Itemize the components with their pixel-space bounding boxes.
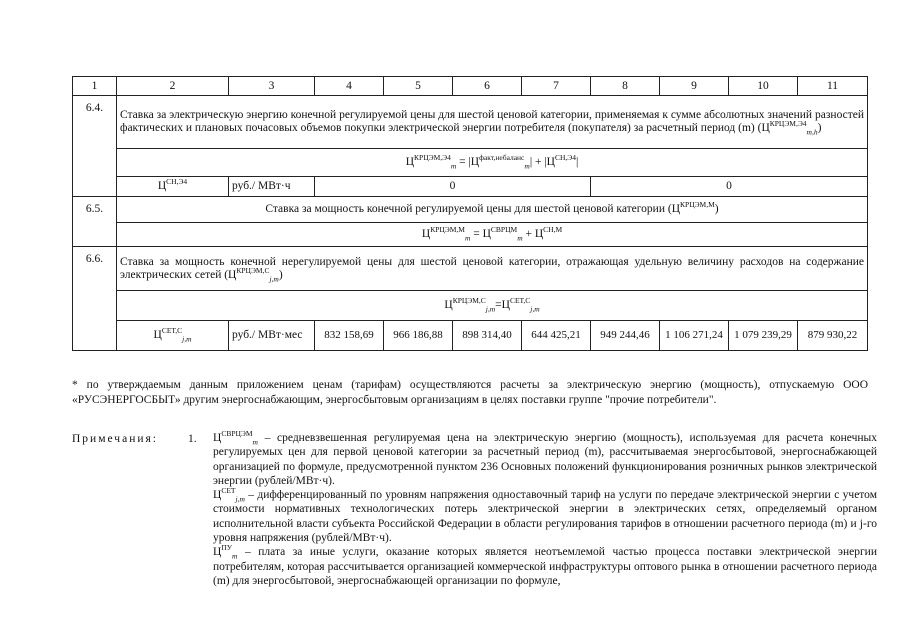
formula-row — [73, 149, 868, 177]
note-paragraph: $Ц^{СЕТ}_{j,m}$ – дифференцированный по уровням напряжения одноставочный тариф на услуги по передаче электрической энергии с учетом стоимости нормативных технологических потерь электрической энергии в электрических сетях, определяемый органом исполнительной власти субъекта Российской Федерации в области регулирования тарифов в отношении расчетного периода (m) и j-го уровня напряжения (рублей/МВт·ч). — [213, 486, 877, 545]
value-cell: 644 425,21 — [522, 321, 591, 351]
formula: $Ц^{КРЦЭМ,М}_m = Ц^{СВРЦМ}_m + Ц^{СН,М}$ — [117, 223, 868, 247]
value-cell: 1 079 239,29 — [729, 321, 798, 351]
row-number: 6.5. — [73, 197, 117, 247]
table-row — [73, 321, 868, 351]
table-row — [73, 247, 868, 291]
row-label: $Ц^{СН,Э4}$ — [117, 177, 229, 197]
row-number: 6.6. — [73, 247, 117, 351]
row-description: Ставка за мощность конечной нерегулируемой цены для шестой ценовой категории, отражающая удельную величину расходов на содержание электрических сетей $(Ц^{КРЦЭМ,С}_{j,m})$ — [117, 247, 868, 291]
row-description: Ставка за электрическую энергию конечной регулируемой цены для шестой ценовой категории, применяемая к сумме абсолютных значений разностей фактических и плановых почасовых объемов покупки электрической энергии потребителя (покупателя) за расчетный период (m) $(Ц^{КРЦЭМ,Э4}_{m,h})$ — [117, 96, 868, 149]
notes-body — [213, 431, 877, 588]
formula: $Ц^{КРЦЭМ,С}_{j,m}=Ц^{СЕТ,С}_{j,m}$ — [117, 291, 868, 321]
note-paragraph: $Ц^{ПУ}_m$ – плата за иные услуги, оказание которых является неотъемлемой частью процесса поставки электрической энергии потребителям, которая рассчитывается организацией коммерческой инфраструктуры оптового рынка в отношении расчетного периода (m) для энергосбытовой, энергоснабжающей организации по формуле, — [213, 543, 877, 587]
value-cell: 966 186,88 — [384, 321, 453, 351]
value-cell: 949 244,46 — [591, 321, 660, 351]
value-cell: 0 — [591, 177, 868, 197]
formula: $Ц^{КРЦЭМ,Э4}_m = |Ц^{факт,небаланс}_m| + |Ц^{СН,Э4}|$ — [117, 149, 868, 177]
formula-row — [73, 223, 868, 247]
tariff-table — [72, 76, 868, 351]
value-cell: 879 930,22 — [798, 321, 868, 351]
notes-heading: Примечания: — [72, 433, 158, 445]
table-row — [73, 96, 868, 149]
col-header: 10 — [729, 77, 798, 96]
col-header: 8 — [591, 77, 660, 96]
col-header: 3 — [229, 77, 315, 96]
value-cell: 898 314,40 — [453, 321, 522, 351]
footnote: * по утверждаемым данным приложением ценам (тарифам) осуществляются расчеты за электрическую энергию (мощность), отпускаемую ООО «РУСЭНЕРГОСБЫТ» другим энергоснабжающим, энергосбытовым организациям в целях поставки группе "прочие потребители". — [72, 379, 868, 406]
col-header: 9 — [660, 77, 729, 96]
col-header: 2 — [117, 77, 229, 96]
notes-number: 1. — [188, 433, 197, 445]
row-number: 6.4. — [73, 96, 117, 197]
header-row — [73, 77, 868, 96]
value-cell: 0 — [315, 177, 591, 197]
value-cell: 832 158,69 — [315, 321, 384, 351]
note-paragraph: $Ц^{СВРЦЭМ}_m$ – средневзвешенная регулируемая цена на электрическую энергию (мощность), используемая для расчета конечных регулируемых цен для первой ценовой категории за расчетный период (m), рассчитываемая энергосбытовой, энергоснабжающей организацией по формуле, предусмотренной пунктом 236 Основных положений функционирования розничных рынков электрической энергии (рублей/МВт·ч). — [213, 429, 877, 487]
value-cell: 1 106 271,24 — [660, 321, 729, 351]
col-header: 11 — [798, 77, 868, 96]
formula-row — [73, 291, 868, 321]
col-header: 6 — [453, 77, 522, 96]
col-header: 5 — [384, 77, 453, 96]
unit-cell: руб./ МВт·мес — [229, 321, 315, 351]
row-label: $Ц^{СЕТ,С}_{j,m}$ — [117, 321, 229, 351]
col-header: 7 — [522, 77, 591, 96]
col-header: 4 — [315, 77, 384, 96]
row-description: Ставка за мощность конечной регулируемой цены для шестой ценовой категории $(Ц^{КРЦЭМ,М})$ — [117, 197, 868, 223]
table-row — [73, 197, 868, 223]
table-row — [73, 177, 868, 197]
unit-cell: руб./ МВт·ч — [229, 177, 315, 197]
col-header: 1 — [73, 77, 117, 96]
